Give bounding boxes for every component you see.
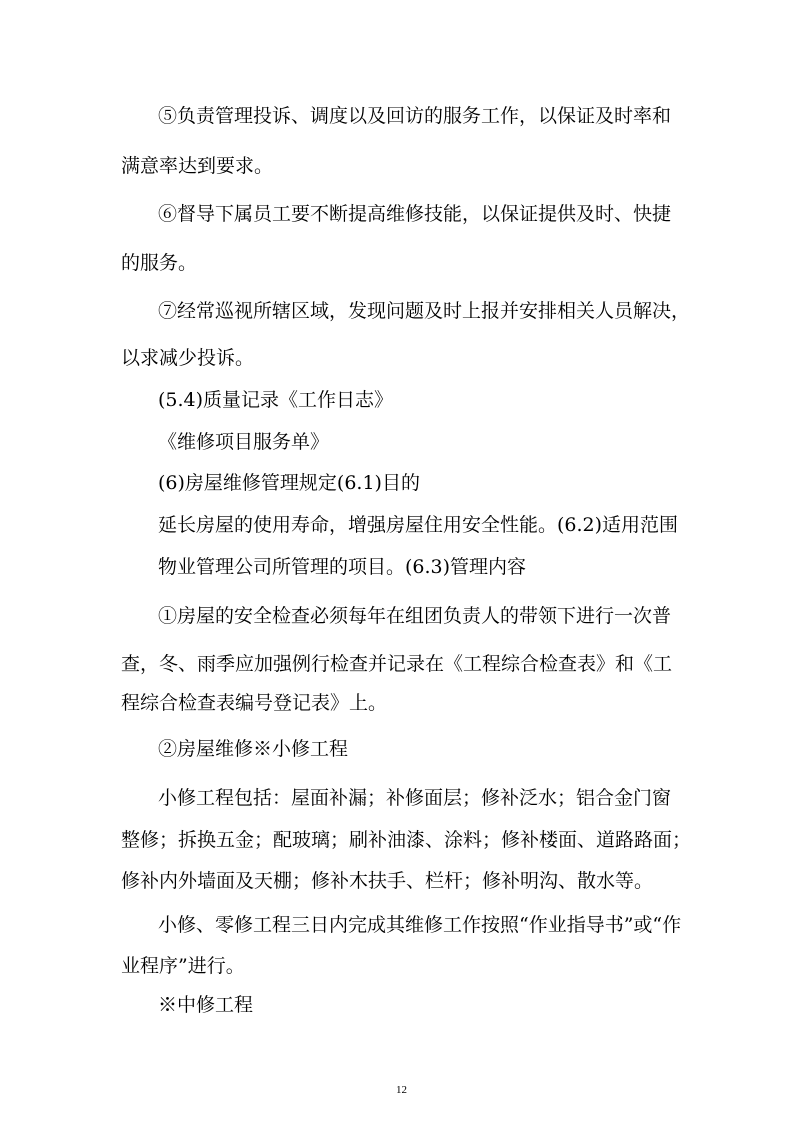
paragraph-line: ⑤负责管理投诉、调度以及回访的服务工作，以保证及时率和 (158, 105, 672, 127)
paragraph-line: 满意率达到要求。 (121, 155, 274, 177)
paragraph-line: ②房屋维修※小修工程 (158, 738, 349, 760)
paragraph-line: ⑥督导下属员工要不断提高维修技能，以保证提供及时、快捷 (158, 203, 672, 225)
paragraph-line: 以求减少投诉。 (121, 347, 255, 369)
paragraph-line: ⑦经常巡视所辖区域，发现问题及时上报并安排相关人员解决， (158, 300, 691, 322)
section-heading: (6)房屋维修管理规定(6.1)目的 (158, 472, 420, 494)
paragraph-line: 物业管理公司所管理的项目。(6.3)管理内容 (158, 556, 527, 578)
paragraph-line: 小修工程包括：屋面补漏；补修面层；修补泛水；铝合金门窗 (158, 787, 672, 809)
paragraph-line: 查，冬、雨季应加强例行检查并记录在《工程综合检查表》和《工 (121, 653, 673, 675)
paragraph-line: 延长房屋的使用寿命，增强房屋住用安全性能。(6.2)适用范围 (158, 514, 679, 536)
paragraph-line: 修补内外墙面及天棚；修补木扶手、栏杆；修补明沟、散水等。 (121, 870, 654, 892)
paragraph-line: ①房屋的安全检查必须每年在组团负责人的带领下进行一次普 (158, 605, 672, 627)
paragraph-line: 程综合检查表编号登记表》上。 (121, 692, 388, 714)
paragraph-line: 的服务。 (121, 252, 198, 274)
section-heading: (5.4)质量记录《工作日志》 (158, 389, 394, 411)
page-number: 12 (396, 1084, 407, 1096)
paragraph-line: 业程序”进行。 (121, 955, 245, 977)
section-heading: ※中修工程 (158, 994, 254, 1016)
paragraph-line: 《维修项目服务单》 (158, 431, 330, 453)
paragraph-line: 整修；拆换五金；配玻璃；刷补油漆、涂料；修补楼面、道路路面； (121, 829, 692, 851)
paragraph-line: 小修、零修工程三日内完成其维修工作按照“作业指导书”或“作 (158, 914, 682, 936)
